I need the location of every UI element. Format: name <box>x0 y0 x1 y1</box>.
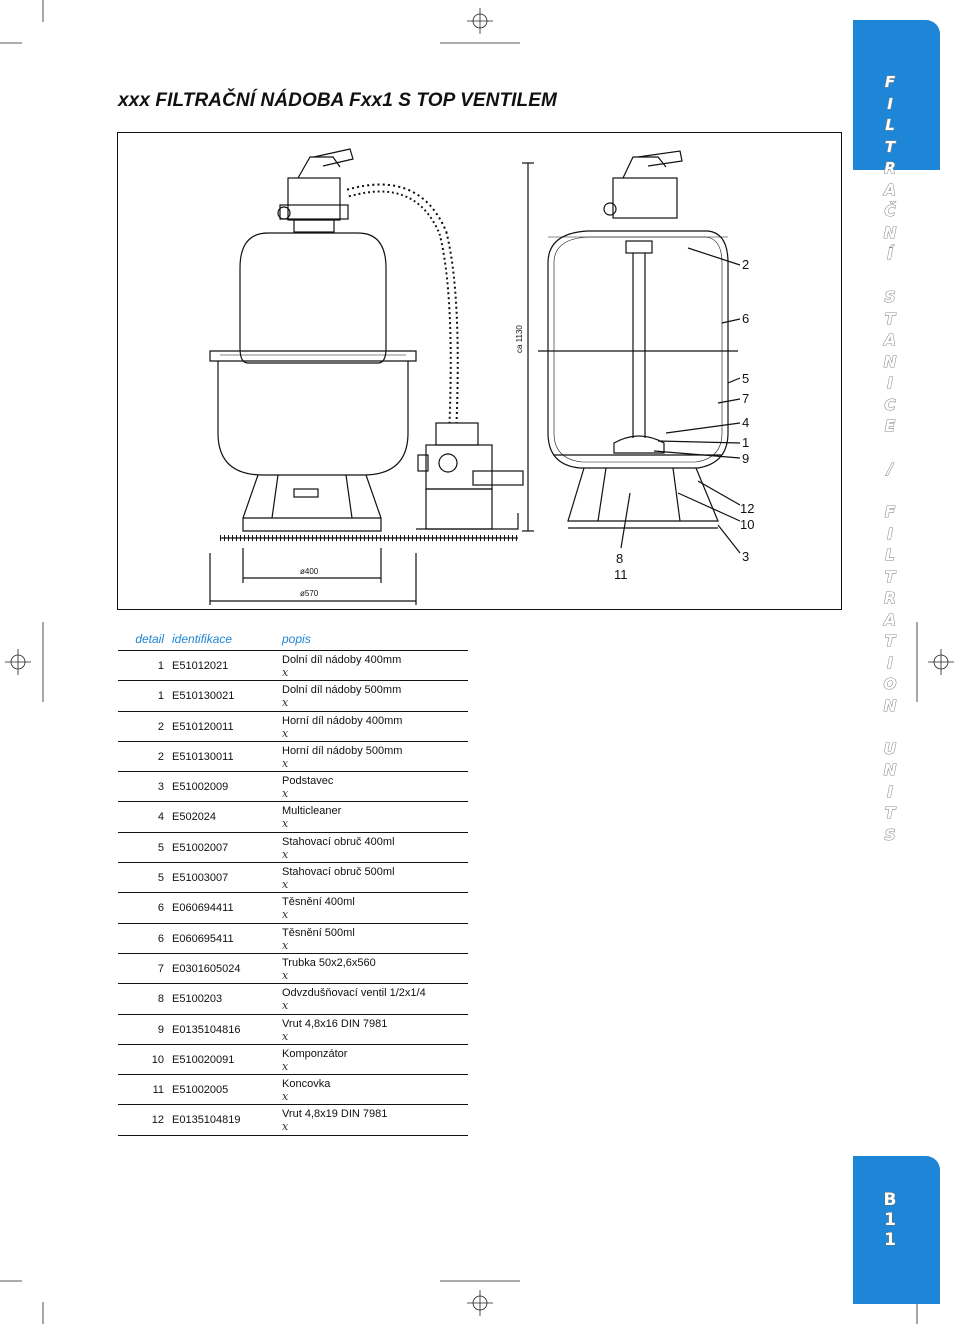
row-popis <box>264 833 468 862</box>
side-letter: T <box>884 804 896 822</box>
row-identifikace: E0301605024 <box>172 962 241 975</box>
row-description: Těsnění 400ml <box>282 896 355 909</box>
row-detail: 4 <box>157 811 164 824</box>
row-description: Horní díl nádoby 400mm <box>282 714 403 727</box>
side-letter <box>875 438 905 460</box>
row-note: x <box>282 938 289 952</box>
callout-label: 8 <box>616 551 624 566</box>
side-letter: T <box>884 632 896 650</box>
dimension-400: ø400 <box>300 567 319 576</box>
row-identifikace: E51002007 <box>172 841 229 854</box>
row-description: Stahovací obruč 400ml <box>282 835 395 848</box>
callout-label: 9 <box>742 451 750 466</box>
row-popis <box>264 712 468 741</box>
row-detail: 6 <box>157 902 164 915</box>
row-popis <box>264 1075 468 1104</box>
callout-label: 5 <box>742 371 750 386</box>
row-description: Vrut 4,8x16 DIN 7981 <box>282 1017 388 1030</box>
table-row <box>118 863 468 893</box>
side-letter: Č <box>884 202 896 220</box>
row-detail: 11 <box>152 1084 164 1097</box>
side-letter <box>875 481 905 503</box>
side-letter: A <box>884 331 896 349</box>
row-description: Komponzátor <box>282 1047 348 1060</box>
row-popis <box>264 651 468 680</box>
side-letter: U <box>883 739 897 758</box>
column-header-detail: detail <box>135 632 164 646</box>
callout-label: 12 <box>740 501 755 516</box>
side-letter: T <box>884 137 896 156</box>
row-popis <box>264 1105 468 1134</box>
row-detail: 5 <box>157 872 164 885</box>
row-detail: 6 <box>157 932 164 945</box>
parts-table <box>118 632 468 1136</box>
side-letter: L <box>885 116 895 134</box>
row-detail: 5 <box>157 841 164 854</box>
row-detail: 10 <box>151 1053 164 1066</box>
row-identifikace: E0135104816 <box>172 1023 241 1036</box>
row-popis <box>264 681 468 710</box>
row-popis <box>264 893 468 922</box>
table-row <box>118 802 468 832</box>
table-row <box>118 893 468 923</box>
side-letter: I <box>887 782 893 801</box>
table-row <box>118 1075 468 1105</box>
dimension-570: ø570 <box>300 589 319 598</box>
row-note: x <box>282 696 289 710</box>
table-row <box>118 954 468 984</box>
row-description: Trubka 50x2,6x560 <box>282 956 376 969</box>
row-note: x <box>282 908 289 922</box>
row-identifikace: E502024 <box>172 811 217 824</box>
table-row <box>118 742 468 772</box>
side-letter: N <box>883 223 897 242</box>
callout-label: 4 <box>742 415 750 430</box>
table-row <box>118 712 468 742</box>
side-letter: N <box>883 696 897 715</box>
side-letter: L <box>885 546 895 564</box>
row-note: x <box>282 847 289 861</box>
row-note: x <box>282 756 289 770</box>
row-popis <box>264 1015 468 1044</box>
row-note: x <box>282 878 289 892</box>
row-identifikace: E0135104819 <box>172 1114 241 1127</box>
row-note: x <box>282 726 289 740</box>
row-popis <box>264 1045 468 1074</box>
height-dimension: ca 1130 <box>515 325 524 353</box>
row-description: Těsnění 500ml <box>282 926 355 939</box>
row-note: x <box>282 968 289 982</box>
table-row <box>118 651 468 681</box>
row-identifikace: E510130021 <box>172 690 235 703</box>
row-popis <box>264 863 468 892</box>
row-description: Dolní díl nádoby 500mm <box>282 684 402 697</box>
side-letter: A <box>884 610 896 629</box>
table-row <box>118 924 468 954</box>
side-letter: N <box>883 761 897 779</box>
column-header-popis: popis <box>282 632 311 646</box>
callout-label: 10 <box>740 517 755 532</box>
side-letter: F <box>884 503 896 521</box>
table-row <box>118 772 468 802</box>
row-description: Stahovací obruč 500ml <box>282 866 395 879</box>
row-note: x <box>282 1029 289 1043</box>
row-description: Multicleaner <box>282 805 342 818</box>
table-row <box>118 1045 468 1075</box>
callout-label: 11 <box>614 567 628 582</box>
row-detail: 3 <box>157 781 164 794</box>
row-note: x <box>282 787 289 801</box>
side-letter <box>875 717 905 739</box>
callout-label: 3 <box>742 549 750 564</box>
row-note: x <box>282 666 289 679</box>
row-detail: 2 <box>157 720 164 733</box>
row-description: Odvzdušňovací ventil 1/2x1/4 <box>282 987 426 1000</box>
table-header <box>118 632 468 651</box>
side-letter: I <box>887 94 893 113</box>
side-letter: E <box>884 417 896 435</box>
side-section-label <box>875 72 905 846</box>
row-popis <box>264 742 468 771</box>
side-letter <box>875 266 905 288</box>
row-detail: 7 <box>157 962 164 975</box>
row-description: Vrut 4,8x19 DIN 7981 <box>282 1108 388 1121</box>
callout-label: 2 <box>742 257 750 272</box>
row-detail: 8 <box>157 993 164 1006</box>
table-row <box>118 1015 468 1045</box>
table-row <box>118 833 468 863</box>
column-header-identifikace: identifikace <box>172 632 233 646</box>
row-note: x <box>282 1090 289 1104</box>
row-description: Dolní díl nádoby 400mm <box>282 654 402 666</box>
row-note: x <box>282 999 289 1013</box>
row-identifikace: E51003007 <box>172 872 229 885</box>
row-identifikace: E060695411 <box>172 932 234 945</box>
row-identifikace: E060694411 <box>172 902 234 915</box>
callout-label: 7 <box>742 391 750 406</box>
page-code-char: 1 <box>884 1230 896 1250</box>
row-popis <box>264 924 468 953</box>
row-description: Horní díl nádoby 500mm <box>282 744 403 757</box>
row-popis <box>264 802 468 831</box>
row-note: x <box>282 1120 289 1134</box>
row-detail: 12 <box>151 1114 164 1127</box>
side-letter: A <box>884 180 896 199</box>
side-letter: C <box>884 395 896 414</box>
row-identifikace: E510020091 <box>172 1053 235 1066</box>
row-detail: 1 <box>157 690 164 703</box>
row-detail: 1 <box>157 660 164 672</box>
side-letter: I <box>887 374 893 392</box>
table-row <box>118 1105 468 1135</box>
row-detail: 2 <box>157 750 164 763</box>
side-letter: R <box>884 589 896 607</box>
side-letter: Í <box>887 245 893 263</box>
side-letter: O <box>883 675 897 693</box>
row-note: x <box>282 1059 289 1073</box>
callout-label: 1 <box>742 435 750 450</box>
row-detail: 9 <box>157 1023 164 1036</box>
row-identifikace: E51012021 <box>172 660 229 672</box>
row-identifikace: E51002005 <box>172 1084 229 1097</box>
side-letter: R <box>884 159 896 177</box>
side-letter: I <box>887 653 893 672</box>
row-identifikace: E510120011 <box>172 720 234 733</box>
side-letter: I <box>887 524 893 543</box>
row-description: Podstavec <box>282 775 334 788</box>
row-popis <box>264 984 468 1013</box>
side-letter: N <box>883 352 897 371</box>
page-title: xxx FILTRAČNÍ NÁDOBA Fxx1 S TOP VENTILEM <box>118 90 557 111</box>
page-code-char: 1 <box>884 1210 896 1230</box>
row-note: x <box>282 817 289 831</box>
side-letter: T <box>884 309 896 328</box>
table-row <box>118 984 468 1014</box>
side-letter: S <box>884 288 896 306</box>
page-code-char: B <box>883 1190 897 1210</box>
row-identifikace: E5100203 <box>172 993 223 1006</box>
table-body <box>118 651 468 1136</box>
side-letter: F <box>884 73 896 91</box>
callout-label: 6 <box>742 311 750 326</box>
side-letter: S <box>884 825 896 844</box>
table-row <box>118 681 468 711</box>
row-description: Koncovka <box>282 1078 331 1091</box>
row-identifikace: E51002009 <box>172 781 229 794</box>
row-popis <box>264 954 468 983</box>
side-letter: / <box>887 460 893 478</box>
side-letter: T <box>884 567 896 586</box>
technical-drawing <box>117 132 842 610</box>
page-code <box>872 1190 908 1250</box>
row-identifikace: E510130011 <box>172 750 234 763</box>
row-popis <box>264 772 468 801</box>
